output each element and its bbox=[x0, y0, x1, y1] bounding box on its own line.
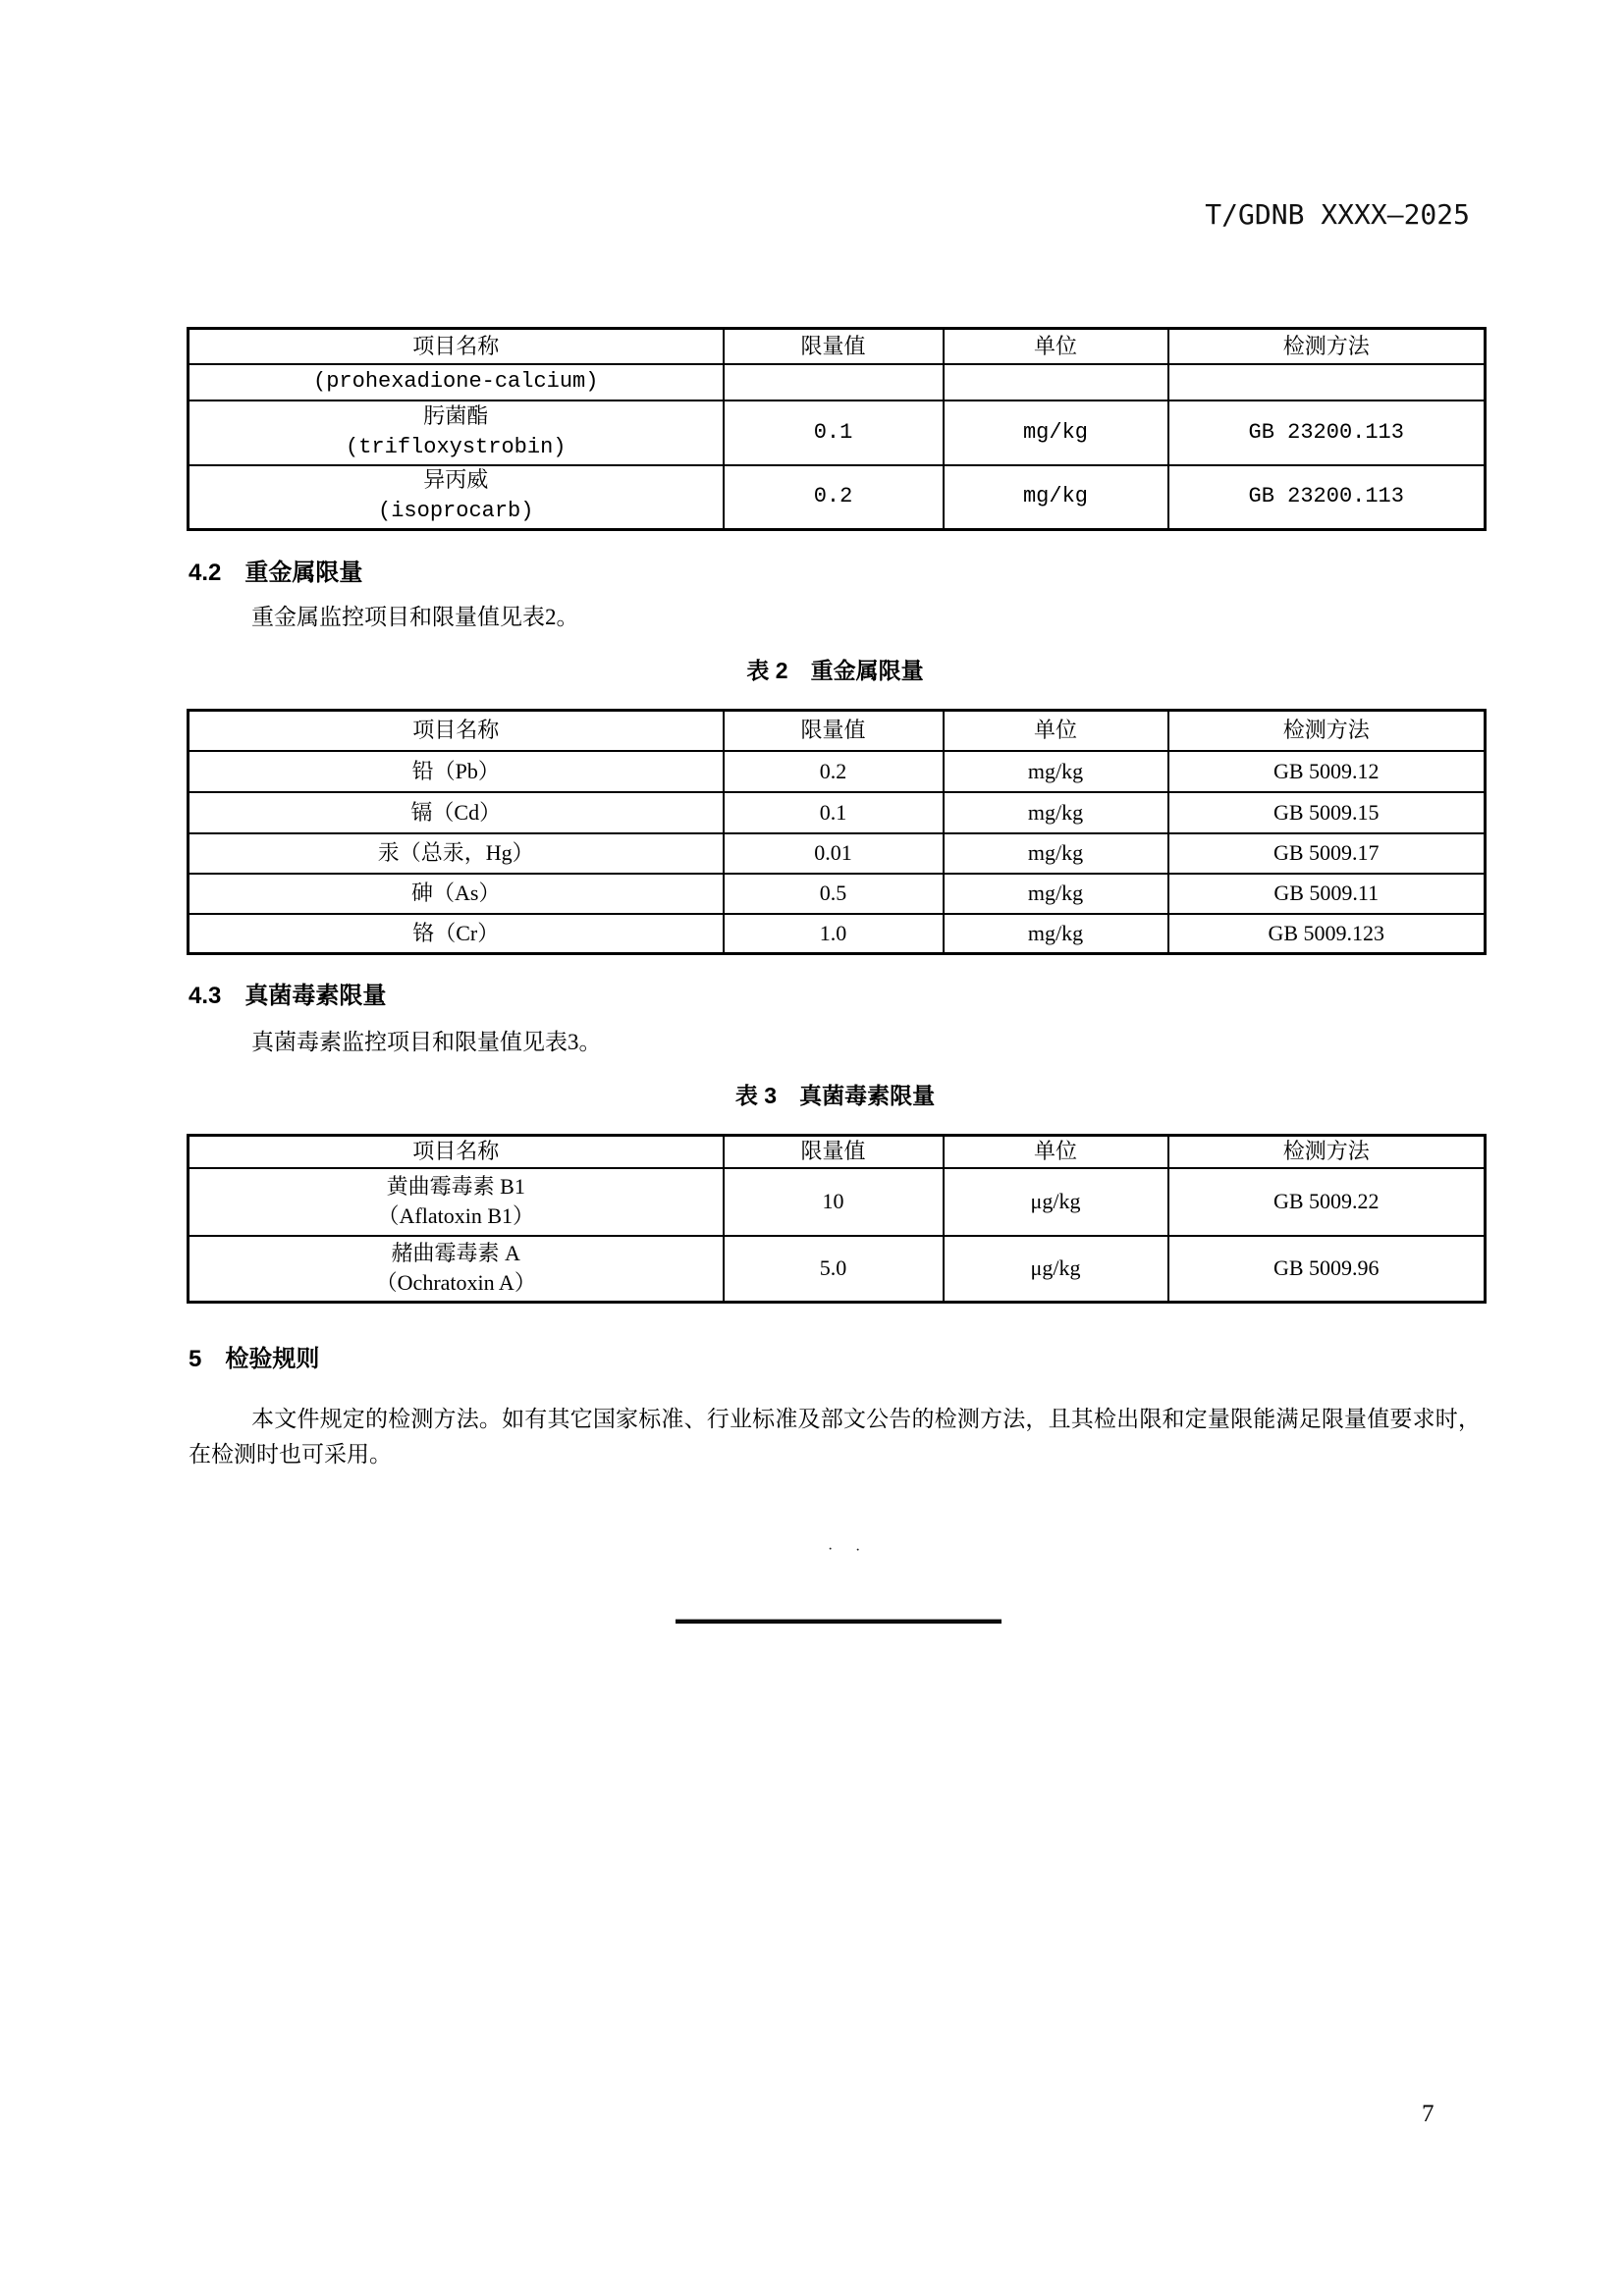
item-name-cell: 铅（Pb） bbox=[189, 751, 724, 792]
limit-cell: 0.1 bbox=[724, 400, 944, 465]
table-3-caption: 表 3 真菌毒素限量 bbox=[734, 1083, 936, 1108]
limit-cell: 0.01 bbox=[724, 833, 944, 874]
table-2-caption: 表 2 重金属限量 bbox=[746, 658, 924, 683]
unit-cell: mg/kg bbox=[944, 792, 1168, 833]
stray-dot-mark: · bbox=[828, 1541, 834, 1558]
limit-cell: 10 bbox=[724, 1168, 944, 1236]
method-cell: GB 5009.96 bbox=[1168, 1236, 1486, 1303]
section-5-paragraph: 本文件规定的检测方法。如有其它国家标准、行业标准及部文公告的检测方法，且其检出限和定量限能满足限量值要求时，在检测时也可采用。 bbox=[189, 1407, 1481, 1467]
table-header-row bbox=[189, 1136, 1486, 1168]
limit-cell bbox=[724, 364, 944, 400]
heavy-metal-limits-table bbox=[187, 709, 1487, 955]
column-header-method: 检测方法 bbox=[1168, 711, 1486, 751]
item-name-cell: (prohexadione-calcium) bbox=[189, 364, 724, 400]
unit-cell bbox=[944, 364, 1168, 400]
section-heading-5 bbox=[189, 1339, 319, 1373]
column-header-name: 项目名称 bbox=[189, 711, 724, 751]
item-name-cell: 肟菌酯 (trifloxystrobin) bbox=[189, 400, 724, 465]
section-title: 真菌毒素限量 bbox=[244, 983, 387, 1009]
item-name-cell: 镉（Cd） bbox=[189, 792, 724, 833]
section-heading-4-3 bbox=[189, 976, 386, 1010]
section-number: 5 bbox=[189, 1346, 202, 1372]
section-title: 重金属限量 bbox=[244, 560, 363, 586]
limit-cell: 0.2 bbox=[724, 751, 944, 792]
table-row bbox=[189, 364, 1486, 400]
table-row bbox=[189, 833, 1486, 874]
end-of-document-rule bbox=[676, 1619, 1001, 1624]
section-heading-4-2 bbox=[189, 553, 362, 587]
column-header-unit: 单位 bbox=[944, 711, 1168, 751]
column-header-method: 检测方法 bbox=[1168, 1136, 1486, 1168]
method-cell bbox=[1168, 364, 1486, 400]
method-cell: GB 5009.17 bbox=[1168, 833, 1486, 874]
column-header-name: 项目名称 bbox=[189, 329, 724, 364]
column-header-unit: 单位 bbox=[944, 1136, 1168, 1168]
unit-cell: mg/kg bbox=[944, 874, 1168, 914]
unit-cell: mg/kg bbox=[944, 914, 1168, 954]
page-number: 7 bbox=[1422, 2101, 1435, 2127]
limit-cell: 0.1 bbox=[724, 792, 944, 833]
item-name-cell: 赭曲霉毒素 A （Ochratoxin A） bbox=[189, 1236, 724, 1303]
table-row bbox=[189, 751, 1486, 792]
table-row bbox=[189, 792, 1486, 833]
pesticide-limits-table bbox=[187, 327, 1487, 531]
limit-cell: 0.2 bbox=[724, 465, 944, 530]
method-cell: GB 23200.113 bbox=[1168, 465, 1486, 530]
limit-cell: 5.0 bbox=[724, 1236, 944, 1303]
section-4-2-paragraph: 重金属监控项目和限量值见表2。 bbox=[251, 605, 579, 629]
limit-cell: 0.5 bbox=[724, 874, 944, 914]
section-title: 检验规则 bbox=[225, 1346, 320, 1372]
method-cell: GB 5009.15 bbox=[1168, 792, 1486, 833]
unit-cell: mg/kg bbox=[944, 833, 1168, 874]
column-header-limit: 限量值 bbox=[724, 711, 944, 751]
doc-number-header: T/GDNB XXXX—2025 bbox=[1205, 198, 1470, 231]
unit-cell: mg/kg bbox=[944, 465, 1168, 530]
item-name-cell: 汞（总汞，Hg） bbox=[189, 833, 724, 874]
section-4-3-paragraph: 真菌毒素监控项目和限量值见表3。 bbox=[251, 1030, 602, 1054]
mycotoxin-limits-table bbox=[187, 1134, 1487, 1304]
item-name-cell: 黄曲霉毒素 B1 （Aflatoxin B1） bbox=[189, 1168, 724, 1236]
table-row bbox=[189, 1168, 1486, 1236]
unit-cell: mg/kg bbox=[944, 400, 1168, 465]
stray-dot-mark: · bbox=[855, 1542, 861, 1559]
table-header-row bbox=[189, 711, 1486, 751]
method-cell: GB 5009.12 bbox=[1168, 751, 1486, 792]
section-number: 4.2 bbox=[189, 560, 222, 586]
item-name-cell: 异丙威 (isoprocarb) bbox=[189, 465, 724, 530]
column-header-limit: 限量值 bbox=[724, 329, 944, 364]
method-cell: GB 23200.113 bbox=[1168, 400, 1486, 465]
column-header-method: 检测方法 bbox=[1168, 329, 1486, 364]
item-name-cell: 砷（As） bbox=[189, 874, 724, 914]
item-name-cell: 铬（Cr） bbox=[189, 914, 724, 954]
table-row bbox=[189, 1236, 1486, 1303]
limit-cell: 1.0 bbox=[724, 914, 944, 954]
method-cell: GB 5009.123 bbox=[1168, 914, 1486, 954]
unit-cell: mg/kg bbox=[944, 751, 1168, 792]
unit-cell: μg/kg bbox=[944, 1168, 1168, 1236]
table-header-row bbox=[189, 329, 1486, 364]
method-cell: GB 5009.11 bbox=[1168, 874, 1486, 914]
table-row bbox=[189, 465, 1486, 530]
column-header-name: 项目名称 bbox=[189, 1136, 724, 1168]
section-number: 4.3 bbox=[189, 983, 222, 1009]
column-header-unit: 单位 bbox=[944, 329, 1168, 364]
table-row bbox=[189, 400, 1486, 465]
table-row bbox=[189, 914, 1486, 954]
column-header-limit: 限量值 bbox=[724, 1136, 944, 1168]
table-row bbox=[189, 874, 1486, 914]
unit-cell: μg/kg bbox=[944, 1236, 1168, 1303]
method-cell: GB 5009.22 bbox=[1168, 1168, 1486, 1236]
